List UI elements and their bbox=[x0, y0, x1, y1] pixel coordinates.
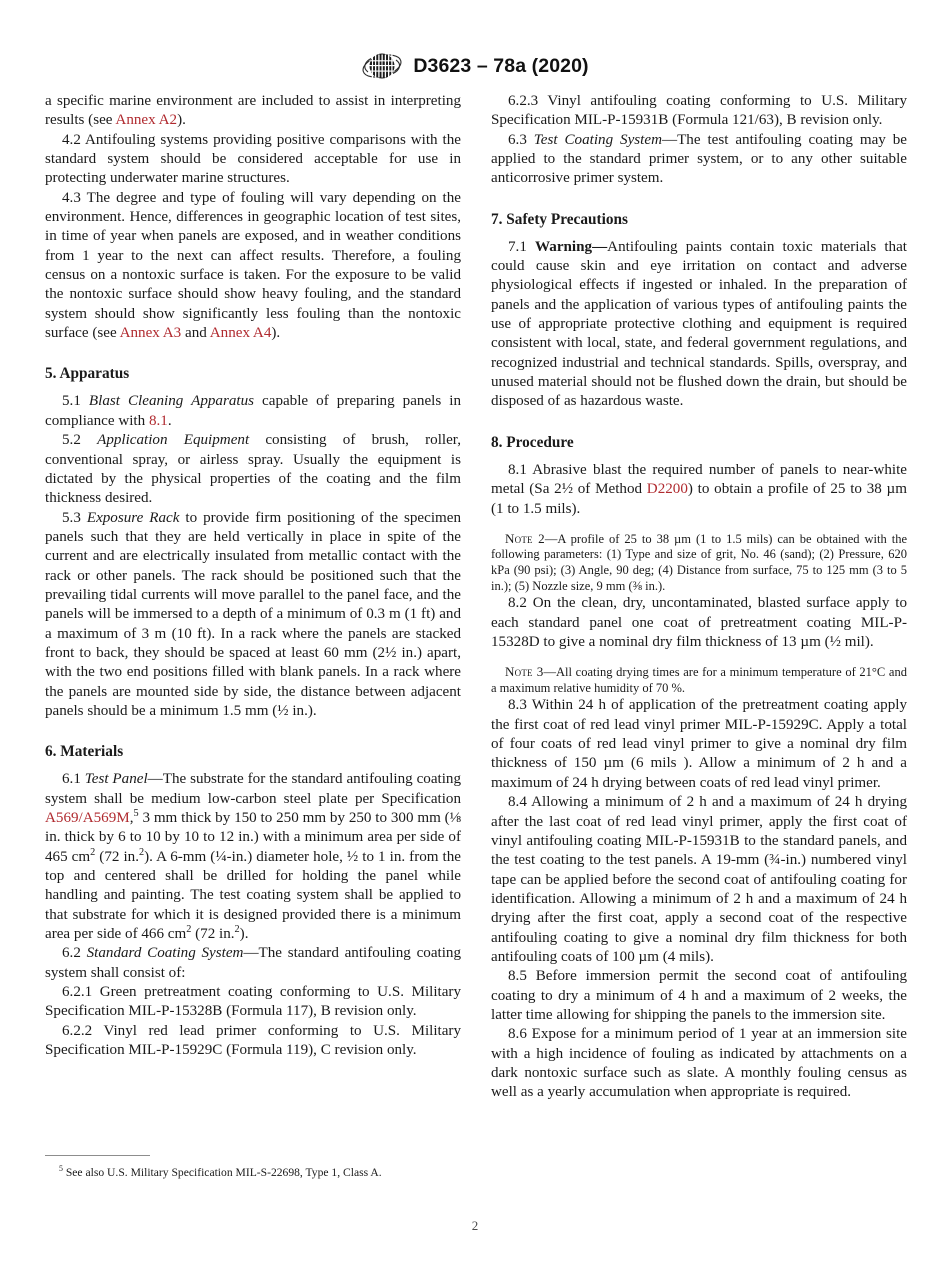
p53-num: 5.3 bbox=[62, 509, 87, 526]
p61-text-d: ). A 6-mm (¼-in.) diameter hole, ½ to 1 in. from the top and centered shall be drilled for holding the panel while handling and painting. The test coating system shall be applied to that substrate for which it is designed provided there is a minimum area per side of 466 cm bbox=[45, 848, 461, 943]
note-2-text: —A profile of 25 to 38 µm (1 to 1.5 mils) can be obtained with the following parameters: (1) Type and size of grit, No. 46 (sand); (2) Pressure, 620 kPa (90 psi); (3) Angle, 90 deg; (4) Distance from surface, 75 to 125 mm (3 to 5 in.); (5) Nozzle size, 9 mm (⅜ in.). bbox=[491, 531, 907, 593]
p71-text: Antifouling paints contain toxic materials that could cause skin and eye irritation on contact and adverse physiological effects if ingested or inhaled. In the preparation of panels and the application of various types of antifouling paints the use of appropriate protective clothing and equipment is required consistent with local, state, and federal government regulations, and recognized industrial and technical standards. Spills, overspray, and unused material should not be flushed down the drain, but should be disposed of as hazardous waste. bbox=[491, 238, 908, 410]
superscript-sq-2: 2 bbox=[138, 846, 145, 858]
note-3 bbox=[491, 664, 907, 696]
p61-num: 6.1 bbox=[62, 771, 85, 788]
p63-num: 6.3 bbox=[508, 131, 534, 148]
note-2 bbox=[491, 531, 907, 594]
paragraph-8-2: 8.2 On the clean, dry, uncontaminated, blasted surface apply to each standard panel one coat of pretreatment coating MIL-P-15328D to give a nominal dry film thickness of 13 µm (½ mil). bbox=[491, 595, 907, 650]
paragraph-7-1 bbox=[491, 238, 907, 412]
paragraph-5-3 bbox=[45, 509, 461, 722]
heading-7-safety-precautions: 7. Safety Precautions bbox=[491, 210, 628, 228]
p62-term: Standard Coating System bbox=[86, 945, 244, 962]
paragraph-6-3 bbox=[491, 131, 907, 189]
paragraph-4-3 bbox=[45, 189, 461, 344]
standard-designation: D3623 – 78a (2020) bbox=[413, 54, 589, 77]
footnote-zone bbox=[45, 1155, 461, 1181]
p62-num: 6.2 bbox=[62, 945, 87, 962]
p81-tail: ) to obtain a profile of 25 to 38 µm (1 to 1.5 mils). bbox=[491, 481, 907, 517]
p61-text-f: ). bbox=[239, 926, 249, 943]
link-method-d2200[interactable]: D2200 bbox=[646, 481, 688, 498]
p43-tail: ). bbox=[271, 325, 281, 342]
p53-term: Exposure Rack bbox=[86, 509, 180, 526]
page-header bbox=[0, 45, 950, 87]
footnote-text: See also U.S. Military Specification MIL-S-22698, Type 1, Class A. bbox=[62, 1166, 382, 1179]
left-column bbox=[45, 92, 461, 1060]
link-annex-a4[interactable]: Annex A4 bbox=[209, 325, 272, 342]
p41-lead: a specific marine environment are included to assist in interpreting results (see bbox=[45, 93, 461, 129]
link-annex-a2[interactable]: Annex A2 bbox=[115, 112, 178, 129]
paragraph-8-6: 8.6 Expose for a minimum period of 1 year at an immersion site with a high incidence of fouling as indicated by attachments on a dark nontoxic surface such as slate. A monthly fouling census as well as a yearly accumulation when appropriate is required. bbox=[491, 1026, 907, 1101]
note-3-label: Note 3 bbox=[505, 664, 544, 680]
paragraph-8-1 bbox=[491, 461, 907, 519]
p62-text: —The standard antifouling coating system shall consist of: bbox=[45, 945, 462, 981]
footnote-ref-5[interactable]: 5 bbox=[133, 807, 139, 819]
p51-tail: . bbox=[167, 412, 172, 429]
p43-lead: 4.3 The degree and type of fouling will vary depending on the environment. Hence, differences in geographic location of test sites, in time of year when panels are exposed, and in weather conditions from 1 year to the next can affect results. Therefore, a fouling census on a nontoxic surface is taken. For the exposure to be valid the nontoxic surface should show heavy fouling, and the standard system should show significantly less fouling than the nontoxic surface (see bbox=[45, 189, 461, 342]
heading-6-materials: 6. Materials bbox=[45, 743, 124, 761]
note-3-text: —All coating drying times are for a minimum temperature of 21°C and a maximum relative humidity of 70 %. bbox=[491, 665, 907, 695]
astm-logo-icon bbox=[361, 50, 403, 82]
p52-num: 5.2 bbox=[62, 432, 98, 449]
p63-term: Test Coating System bbox=[533, 131, 662, 148]
p43-mid: and bbox=[181, 325, 210, 342]
paragraph-6-2 bbox=[45, 944, 461, 983]
paragraph-5-1 bbox=[45, 392, 461, 431]
paragraph-8-3: 8.3 Within 24 h of application of the pretreatment coating apply the first coat of red lead vinyl primer MIL-P-15929C. Apply a total of four coats of red lead vinyl primer to give a nominal dry film thickness of 150 µm (6 mils ). Allow a minimum of 2 h and a maximum of 24 h drying between coats of red lead vinyl primer. bbox=[491, 697, 907, 791]
paragraph-4-1-continued bbox=[45, 92, 461, 131]
paragraph-4-2: 4.2 Antifouling systems providing positive comparisons with the standard system should be considered acceptable for use in protecting underwater marine structures. bbox=[45, 131, 461, 187]
superscript-sq-3: 2 bbox=[186, 924, 192, 936]
heading-5-apparatus: 5. Apparatus bbox=[45, 365, 130, 383]
p61-text-e: (72 in. bbox=[191, 926, 235, 943]
link-section-8-1[interactable]: 8.1 bbox=[148, 412, 168, 429]
paragraph-6-1: 6.1 Test Panel—The substrate for the standard antifouling coating system shall be medium low-carbon steel plate per Specification A569/A569M,$^5$ 3 mm thick by 150 to 250 mm by 250 to 300 mm (⅛ in. thick by 6 to 10 by 10 to 12 in.) with a minimum area per side of 465 $cm^2$ (72 in.$^2$). A 6-mm (¼-in.) diameter hole, ½ to 1 in. from the top and centered shall be drilled for holding the panel while handling and painting. The test coating system shall be applied to that substrate for which it is designed provided there is a minimum area per side of 466 $cm^2$ (72 in.$^2$). bbox=[45, 771, 462, 943]
page-number: 2 bbox=[471, 1218, 479, 1233]
p51-term: Blast Cleaning Apparatus bbox=[88, 393, 254, 410]
p53-text: to provide firm positioning of the specimen panels such that they are held vertically in place in spite of the current and are electrically insulated from metallic contact with the rack or other panels. The rack should be positioned such that the prevailing tidal currents will move parallel to the panel face, and the panels will be immersed to a depth of a minimum of 0.3 m (1 ft) and a maximum of 3 m (10 ft). In a rack where the panels are stacked front to back, they should be spaced at least 60 mm (2½ in.) apart, with the two end positions filled with blank panels. In a rack where the panels are mounted side by side, the distance between adjacent panels should be a minimum 1.5 mm (½ in.). bbox=[45, 509, 462, 719]
p52-term: Application Equipment bbox=[97, 432, 250, 449]
p61-text-a: —The substrate for the standard antifouling coating system shall be medium low-carbon steel plate per Specification bbox=[45, 771, 462, 807]
footnote-separator-rule bbox=[45, 1155, 150, 1156]
p51-num: 5.1 bbox=[62, 393, 89, 410]
superscript-sq-4: 2 bbox=[234, 924, 240, 936]
warning-label: Warning— bbox=[535, 238, 608, 255]
p41-tail: ). bbox=[177, 112, 186, 129]
footnote-marker: 5 bbox=[59, 1164, 63, 1174]
right-column bbox=[491, 92, 907, 1103]
p61-term: Test Panel bbox=[84, 771, 148, 788]
link-annex-a3[interactable]: Annex A3 bbox=[119, 325, 182, 342]
paragraph-8-5: 8.5 Before immersion permit the second coat of antifouling coating to dry a minimum of 4 h and a maximum of 2 weeks, the latter time allowing for shipping the panels to the immersion site. bbox=[491, 968, 907, 1023]
link-spec-a569[interactable]: A569/A569M bbox=[45, 810, 130, 826]
note-2-label: Note 2 bbox=[505, 530, 545, 546]
body-columns bbox=[45, 92, 907, 1207]
paragraph-8-4: 8.4 Allowing a minimum of 2 h and a maximum of 24 h drying after the last coat of red lead vinyl primer, apply the first coat of vinyl antifouling coating MIL-P-15931B to the standard panels, and the test coating to the test panels. A 19-mm (¾-in.) numbered vinyl tape can be applied before the second coat of antifouling coating for identification. Allowing a minimum of 2 h and a maximum of 24 h drying after the first coat, apply a second coat of the respective antifouling coating to give a nominal dry film thickness for both antifouling coats of 100 µm (4 mils). bbox=[491, 794, 907, 965]
p63-text: —The test antifouling coating may be applied to the standard primer system, or to any other suitable anticorrosive primer system. bbox=[491, 131, 908, 187]
p71-num: 7.1 bbox=[508, 238, 536, 255]
footnote-5 bbox=[45, 1166, 461, 1181]
paragraph-6-2-3: 6.2.3 Vinyl antifouling coating conforming to U.S. Military Specification MIL-P-15931B (Formula 121/63), B revision only. bbox=[491, 93, 907, 129]
paragraph-6-2-1: 6.2.1 Green pretreatment coating conforming to U.S. Military Specification MIL-P-15328B (Formula 117), B revision only. bbox=[45, 984, 461, 1020]
p52-text: consisting of brush, roller, conventional spray, or airless spray. Usually the equipment is dictated by the physical properties of the coating and the film thickness desired. bbox=[45, 432, 461, 507]
superscript-sq-1: 2 bbox=[90, 846, 96, 858]
paragraph-5-2 bbox=[45, 431, 461, 508]
p81-lead: 8.1 Abrasive blast the required number of panels to near-white metal (Sa 2½ of Method bbox=[491, 461, 907, 498]
heading-8-procedure: 8. Procedure bbox=[491, 433, 574, 451]
p61-text-c: (72 in. bbox=[95, 848, 139, 865]
paragraph-6-2-2: 6.2.2 Vinyl red lead primer conforming to U.S. Military Specification MIL-P-15929C (Formula 119), C revision only. bbox=[45, 1022, 461, 1059]
p51-text: capable of preparing panels in compliance with bbox=[45, 393, 461, 429]
p61-text-b: 3 mm thick by 150 to 250 mm by 250 to 300 mm (⅛ in. thick by 6 to 10 by 10 to 12 in.) with a minimum area per side of 465 cm bbox=[45, 810, 461, 865]
